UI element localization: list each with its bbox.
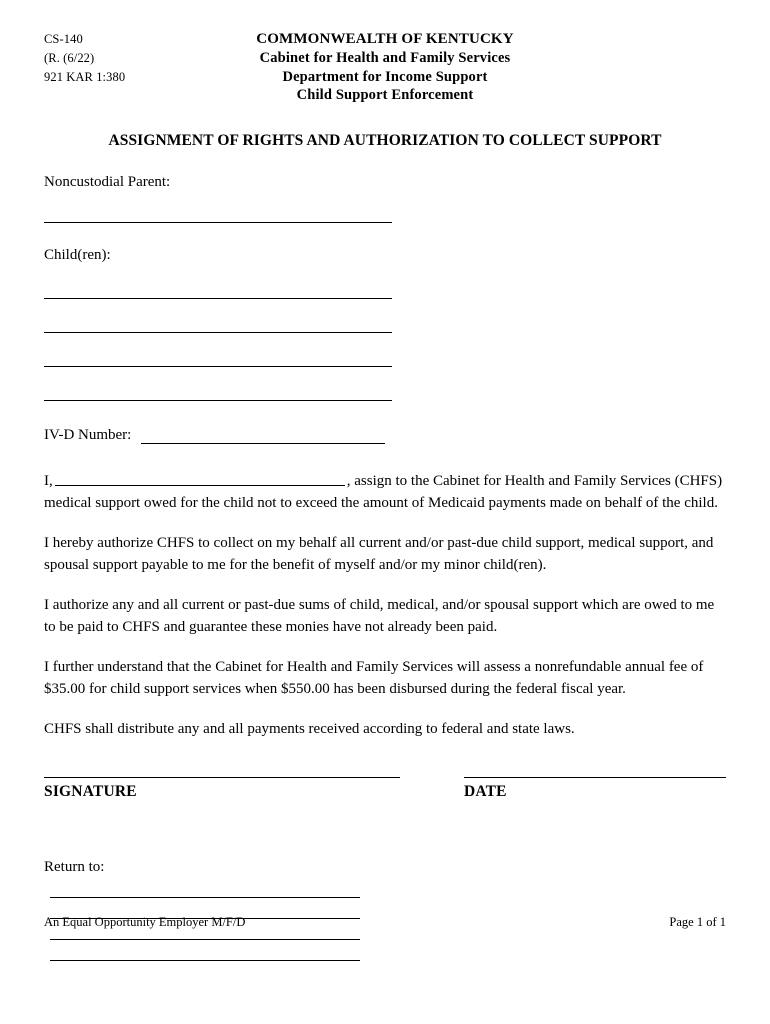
ivd-number-label: IV-D Number: xyxy=(44,427,132,443)
date-block xyxy=(464,777,726,801)
distribute-paragraph: CHFS shall distribute any and all payments received according to federal and state laws. xyxy=(44,721,575,737)
document-content xyxy=(44,30,726,961)
authorize-paragraph: I hereby authorize CHFS to collect on my behalf all current and/or past-due child support, medical support, and spousal support payable to me for the benefit of myself and/or my minor child(ren). xyxy=(44,535,714,573)
child-input-2[interactable] xyxy=(44,332,392,333)
form-regulation: 921 KAR 1:380 xyxy=(44,70,126,84)
agency-line-commonwealth: COMMONWEALTH OF KENTUCKY xyxy=(256,31,514,47)
assignment-prefix: I, xyxy=(44,473,53,489)
signature-input[interactable] xyxy=(44,777,400,778)
form-number: CS-140 xyxy=(44,32,83,46)
return-to-input-3[interactable] xyxy=(50,939,360,940)
form-meta xyxy=(44,30,125,87)
signature-label: SIGNATURE xyxy=(44,782,137,800)
ivd-number-row xyxy=(44,427,726,444)
assignment-paragraph xyxy=(44,471,726,514)
assignor-name-input[interactable] xyxy=(55,472,345,486)
date-label: DATE xyxy=(464,782,507,800)
fee-paragraph: I further understand that the Cabinet for Health and Family Services will assess a nonrefundable annual fee of $35.00 for child support services when $550.00 has been disbursed during the federal fiscal year. xyxy=(44,659,704,697)
page-title: ASSIGNMENT OF RIGHTS AND AUTHORIZATION TO COLLECT SUPPORT xyxy=(108,132,662,149)
child-input-1[interactable] xyxy=(44,298,392,299)
children-section xyxy=(44,245,726,401)
date-input[interactable] xyxy=(464,777,726,778)
return-to-input-4[interactable] xyxy=(50,960,360,961)
sums-paragraph: I authorize any and all current or past-due sums of child, medical, and/or spousal support which are owed to me to be paid to CHFS and guarantee these monies have not already been paid. xyxy=(44,597,715,635)
return-to-section xyxy=(44,857,726,961)
noncustodial-parent-input[interactable] xyxy=(44,222,392,223)
form-revision: (R. (6/22) xyxy=(44,51,95,65)
agency-line-department: Department for Income Support xyxy=(282,68,488,85)
signature-block xyxy=(44,777,400,801)
child-input-4[interactable] xyxy=(44,400,392,401)
page-number: Page 1 of 1 xyxy=(669,915,726,929)
document-header xyxy=(44,30,726,108)
agency-line-enforcement: Child Support Enforcement xyxy=(296,87,474,104)
equal-opportunity-note: An Equal Opportunity Employer M/F/D xyxy=(44,915,246,929)
agency-line-cabinet: Cabinet for Health and Family Services xyxy=(259,49,511,66)
child-input-3[interactable] xyxy=(44,366,392,367)
agency-block xyxy=(44,30,726,105)
signature-row xyxy=(44,777,726,801)
ivd-number-input[interactable] xyxy=(141,429,385,444)
noncustodial-parent-section xyxy=(44,172,726,223)
assignment-suffix: , assign to the Cabinet for Health and Family Services (CHFS) medical support owed for the child not to exceed the amount of Medicaid payments made on behalf of the child. xyxy=(44,473,723,511)
return-to-label: Return to: xyxy=(44,858,105,875)
noncustodial-parent-label: Noncustodial Parent: xyxy=(44,174,171,190)
return-to-input-1[interactable] xyxy=(50,897,360,898)
children-label: Child(ren): xyxy=(44,247,111,263)
document-footer xyxy=(44,915,726,930)
